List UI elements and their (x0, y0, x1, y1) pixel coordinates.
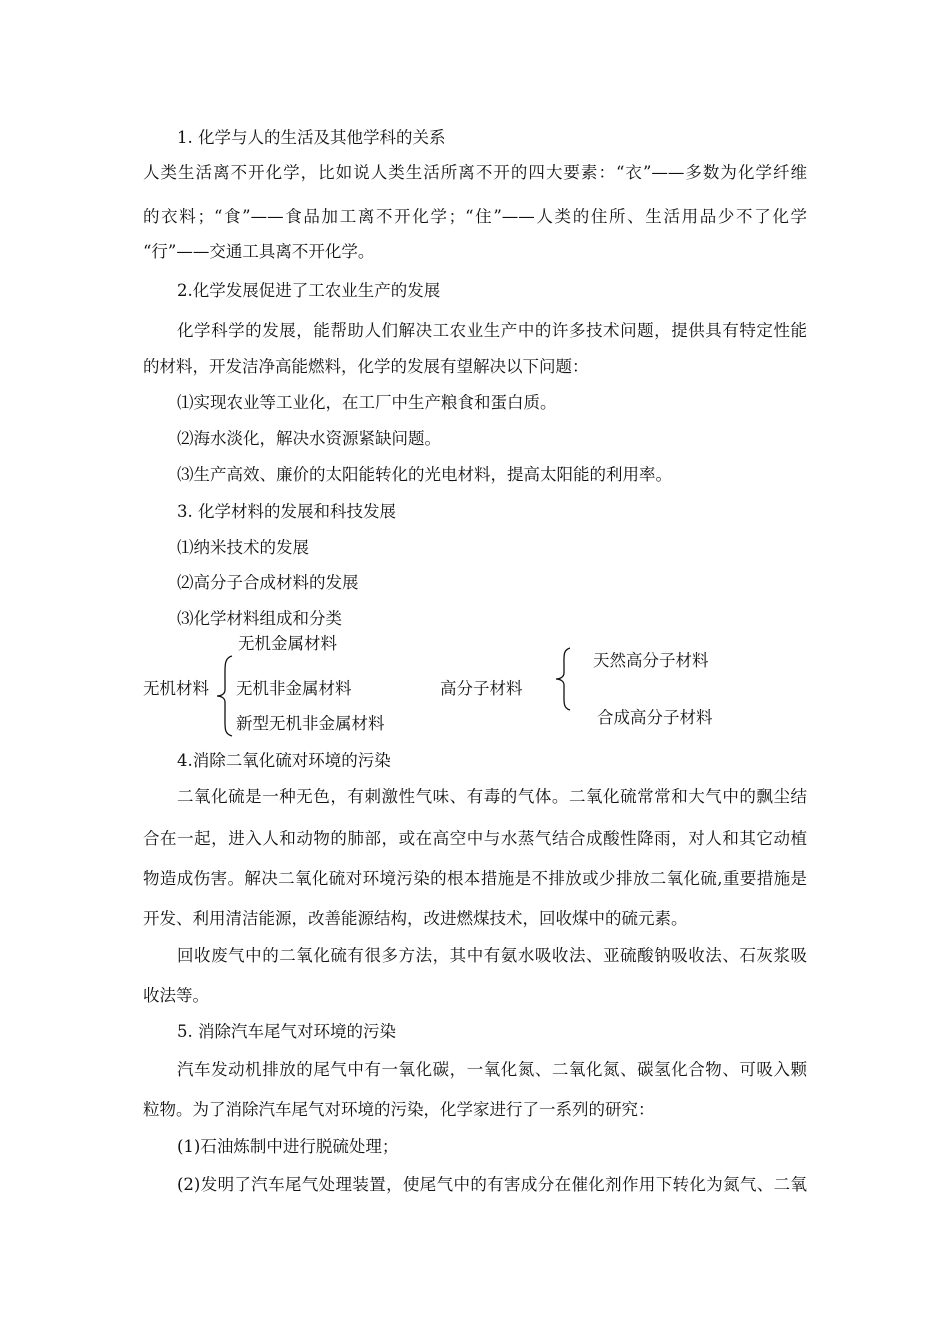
section2-heading: 2.化学发展促进了工农业生产的发展 (177, 281, 441, 300)
section4-line: 收法等。 (143, 986, 209, 1005)
section3-list-item: ⑵高分子合成材料的发展 (177, 573, 359, 592)
section2-list-item: ⑴实现农业等工业化，在工厂中生产粮食和蛋白质。 (177, 393, 557, 412)
section3-list-item: ⑴纳米技术的发展 (177, 538, 309, 557)
inorganic-child: 新型无机非金属材料 (236, 714, 385, 733)
inorganic-brace-icon (214, 654, 234, 738)
section2-list-item: ⑵海水淡化，解决水资源紧缺问题。 (177, 429, 441, 448)
section4-line: 开发、利用清洁能源，改善能源结构，改进燃煤技术，回收煤中的硫元素。 (143, 909, 688, 928)
section2-line: 的材料，开发洁净高能燃料，化学的发展有望解决以下问题： (143, 357, 589, 376)
section3-heading: 3. 化学材料的发展和科技发展 (177, 502, 396, 521)
polymer-child: 天然高分子材料 (593, 651, 709, 670)
polymer-label: 高分子材料 (440, 679, 523, 698)
inorganic-label: 无机材料 (143, 679, 209, 698)
section5-list-item: (2)发明了汽车尾气处理装置，使尾气中的有害成分在催化剂作用下转化为氮气、二氧 (177, 1175, 807, 1194)
polymer-brace-icon (552, 646, 572, 712)
section2-list-item: ⑶生产高效、廉价的太阳能转化的光电材料，提高太阳能的利用率。 (177, 465, 672, 484)
section4-line: 二氧化硫是一种无色，有刺激性气味、有毒的气体。二氧化硫常常和大气中的飘尘结 (177, 787, 807, 806)
section5-line: 粒物。为了消除汽车尾气对环境的污染，化学家进行了一系列的研究： (143, 1100, 655, 1119)
section3-list-item: ⑶化学材料组成和分类 (177, 609, 342, 628)
section4-line: 回收废气中的二氧化硫有很多方法，其中有氨水吸收法、亚硫酸钠吸收法、石灰浆吸 (177, 946, 807, 965)
section5-heading: 5. 消除汽车尾气对环境的污染 (177, 1022, 396, 1041)
section4-heading: 4.消除二氧化硫对环境的污染 (177, 751, 391, 770)
section1-heading: 1. 化学与人的生活及其他学科的关系 (177, 128, 446, 147)
section1-line: 人类生活离不开化学，比如说人类生活所离不开的四大要素：“衣”——多数为化学纤维 (143, 163, 807, 182)
inorganic-child: 无机非金属材料 (236, 679, 352, 698)
section1-line: 的衣料；“食”——食品加工离不开化学；“住”——人类的住所、生活用品少不了化学 (143, 207, 807, 226)
section1-line: “行”——交通工具离不开化学。 (143, 242, 375, 261)
section5-line: 汽车发动机排放的尾气中有一氧化碳，一氧化氮、二氧化氮、碳氢化合物、可吸入颗 (177, 1060, 807, 1079)
section4-line: 物造成伤害。解决二氧化硫对环境污染的根本措施是不排放或少排放二氧化硫,重要措施是 (143, 869, 807, 888)
polymer-child: 合成高分子材料 (597, 708, 713, 727)
inorganic-child: 无机金属材料 (238, 634, 337, 653)
section4-line: 合在一起，进入人和动物的肺部，或在高空中与水蒸气结合成酸性降雨，对人和其它动植 (143, 829, 807, 848)
section2-line: 化学科学的发展，能帮助人们解决工农业生产中的许多技术问题，提供具有特定性能 (177, 321, 807, 340)
section5-list-item: (1)石油炼制中进行脱硫处理； (177, 1137, 399, 1156)
